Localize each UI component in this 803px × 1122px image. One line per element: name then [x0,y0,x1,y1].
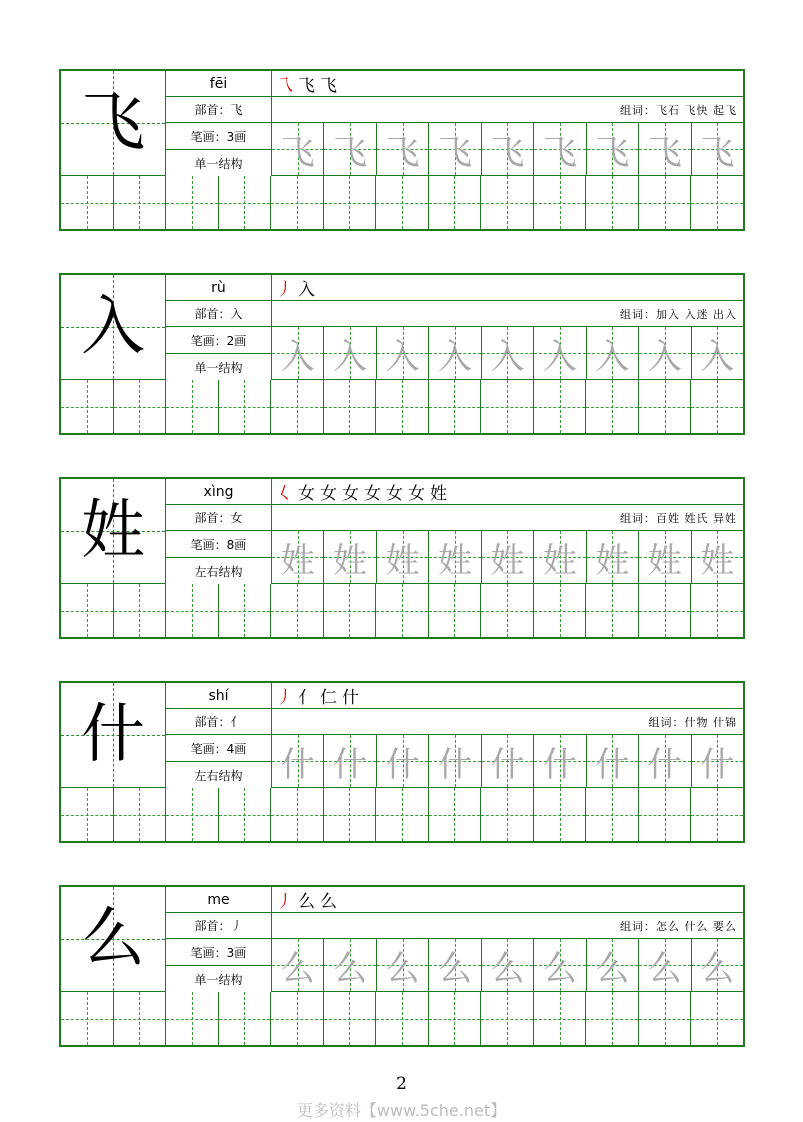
stroke-count: 笔画：4画 [166,735,272,762]
practice-row [61,788,743,841]
stroke-step: 什 [342,688,359,708]
structure: 单一结构 [166,354,272,380]
character-card [59,69,745,231]
practice-cell[interactable] [428,176,481,229]
practice-cell[interactable] [585,584,638,637]
tracing-row [272,531,743,584]
practice-cell[interactable] [165,584,218,637]
pinyin: rù [166,275,272,301]
pinyin: xìng [166,479,272,505]
tracing-character: 飞 [333,132,368,173]
stroke-step: 女 [386,484,403,504]
tracing-cell[interactable] [323,939,375,991]
practice-cell[interactable] [323,380,376,433]
practice-cell[interactable] [113,788,166,841]
model-character: 姓 [81,494,145,568]
tracing-cell[interactable] [481,327,533,379]
tracing-character: 入 [385,336,420,377]
practice-cell[interactable] [165,176,218,229]
practice-cell[interactable] [690,992,743,1045]
tracing-cell[interactable] [533,327,585,379]
tracing-cell[interactable] [586,123,638,175]
practice-cell[interactable] [480,176,533,229]
practice-row [61,584,743,637]
tracing-cell[interactable] [376,939,428,991]
model-character: 入 [81,290,145,364]
tracing-character: 什 [333,744,368,785]
practice-cell[interactable] [480,788,533,841]
practice-cell[interactable] [690,584,743,637]
tracing-cell[interactable] [272,531,323,583]
tracing-character: 入 [280,336,315,377]
structure: 左右结构 [166,762,272,788]
radical: 部首：女 [166,505,272,531]
tracing-character: 么 [542,948,577,989]
practice-cell[interactable] [375,584,428,637]
tracing-character: 什 [385,744,420,785]
tracing-cell[interactable] [376,123,428,175]
practice-row [61,992,743,1045]
practice-cell[interactable] [375,788,428,841]
practice-cell[interactable] [480,992,533,1045]
stroke-order [272,275,743,301]
tracing-cell[interactable] [533,531,585,583]
stroke-order [272,887,743,913]
structure: 左右结构 [166,558,272,584]
practice-cell[interactable] [323,788,376,841]
stroke-step: 女 [298,484,315,504]
tracing-cell[interactable] [272,735,323,787]
practice-cell[interactable] [690,380,743,433]
practice-cell[interactable] [690,788,743,841]
stroke-step: 𡿨 [276,484,293,504]
stroke-step: 飞 [320,76,337,96]
practice-cell[interactable] [428,584,481,637]
tracing-character: 什 [438,744,473,785]
tracing-row [272,939,743,992]
model-character-box [61,479,166,584]
stroke-step: 丿 [276,688,293,708]
tracing-character: 姓 [647,540,682,581]
tracing-character: 姓 [333,540,368,581]
practice-cell[interactable] [533,788,586,841]
tracing-character: 么 [280,948,315,989]
tracing-cell[interactable] [376,327,428,379]
practice-cell[interactable] [113,380,166,433]
tracing-cell[interactable] [323,327,375,379]
tracing-character: 入 [438,336,473,377]
practice-cell[interactable] [533,380,586,433]
practice-cell[interactable] [585,380,638,433]
tracing-cell[interactable] [533,939,585,991]
model-character-box [61,71,166,176]
practice-cell[interactable] [218,992,271,1045]
tracing-cell[interactable] [533,735,585,787]
model-character-box [61,683,166,788]
practice-cell[interactable] [323,176,376,229]
model-character-box [61,887,166,992]
practice-cell[interactable] [165,992,218,1045]
tracing-cell[interactable] [428,327,480,379]
practice-cell[interactable] [270,176,323,229]
tracing-character: 什 [595,744,630,785]
stroke-count: 笔画：3画 [166,123,272,150]
practice-cell[interactable] [638,380,691,433]
tracing-cell[interactable] [481,939,533,991]
practice-cell[interactable] [61,380,113,433]
tracing-character: 么 [700,948,735,989]
tracing-character: 姓 [280,540,315,581]
practice-cell[interactable] [218,380,271,433]
tracing-row [272,735,743,788]
practice-cell[interactable] [113,176,166,229]
tracing-cell[interactable] [586,327,638,379]
practice-row [61,380,743,433]
practice-cell[interactable] [323,584,376,637]
radical: 部首：入 [166,301,272,327]
tracing-character: 姓 [490,540,525,581]
practice-cell[interactable] [480,584,533,637]
stroke-step: 亻 [298,688,315,708]
tracing-character: 什 [490,744,525,785]
character-card [59,477,745,639]
tracing-character: 么 [333,948,368,989]
tracing-character: 什 [700,744,735,785]
practice-cell[interactable] [165,788,218,841]
stroke-step: 乁 [276,76,293,96]
tracing-cell[interactable] [272,327,323,379]
word-examples: 组词：百姓 姓氏 异姓 [272,505,743,531]
practice-cell[interactable] [585,788,638,841]
practice-cell[interactable] [218,584,271,637]
stroke-count: 笔画：8画 [166,531,272,558]
structure: 单一结构 [166,966,272,992]
model-character: 飞 [81,86,145,160]
tracing-character: 飞 [647,132,682,173]
practice-row [61,176,743,229]
tracing-character: 姓 [700,540,735,581]
stroke-step: 女 [320,484,337,504]
tracing-cell[interactable] [428,531,480,583]
practice-cell[interactable] [428,992,481,1045]
tracing-character: 飞 [280,132,315,173]
stroke-order [272,683,743,709]
tracing-character: 什 [647,744,682,785]
stroke-step: 仁 [320,688,337,708]
tracing-cell[interactable] [638,123,690,175]
stroke-order [272,479,743,505]
practice-cell[interactable] [533,992,586,1045]
character-card [59,273,745,435]
tracing-character: 姓 [595,540,630,581]
practice-cell[interactable] [638,788,691,841]
stroke-step: 么 [298,892,315,912]
practice-cell[interactable] [480,380,533,433]
tracing-character: 入 [647,336,682,377]
stroke-step: 丿 [276,280,293,300]
practice-cell[interactable] [428,380,481,433]
tracing-cell[interactable] [691,123,743,175]
stroke-step: 么 [320,892,337,912]
tracing-character: 飞 [385,132,420,173]
practice-cell[interactable] [270,992,323,1045]
tracing-character: 飞 [542,132,577,173]
tracing-cell[interactable] [533,123,585,175]
tracing-cell[interactable] [691,531,743,583]
practice-cell[interactable] [375,992,428,1045]
tracing-character: 么 [438,948,473,989]
practice-cell[interactable] [638,584,691,637]
stroke-step: 入 [298,280,315,300]
radical: 部首：飞 [166,97,272,123]
tracing-cell[interactable] [481,123,533,175]
footer-watermark: 更多资料【www.5che.net】 [296,1101,507,1120]
page-number: 2 [396,1074,407,1094]
tracing-cell[interactable] [428,735,480,787]
practice-cell[interactable] [323,992,376,1045]
practice-cell[interactable] [61,992,113,1045]
tracing-character: 入 [595,336,630,377]
tracing-character: 姓 [438,540,473,581]
tracing-cell[interactable] [323,531,375,583]
stroke-count: 笔画：3画 [166,939,272,966]
practice-cell[interactable] [270,584,323,637]
stroke-step: 女 [364,484,381,504]
word-examples: 组词：飞石 飞快 起飞 [272,97,743,123]
tracing-character: 么 [647,948,682,989]
word-examples: 组词：什物 什锦 [272,709,743,735]
tracing-cell[interactable] [638,531,690,583]
tracing-cell[interactable] [481,531,533,583]
tracing-character: 入 [333,336,368,377]
practice-cell[interactable] [375,176,428,229]
tracing-cell[interactable] [376,531,428,583]
tracing-cell[interactable] [272,939,323,991]
practice-cell[interactable] [61,584,113,637]
tracing-cell[interactable] [428,123,480,175]
tracing-cell[interactable] [428,939,480,991]
pinyin: fēi [166,71,272,97]
tracing-cell[interactable] [638,939,690,991]
tracing-cell[interactable] [376,735,428,787]
practice-cell[interactable] [270,380,323,433]
tracing-character: 飞 [595,132,630,173]
tracing-cell[interactable] [586,531,638,583]
tracing-character: 么 [490,948,525,989]
stroke-count: 笔画：2画 [166,327,272,354]
tracing-row [272,327,743,380]
tracing-character: 姓 [542,540,577,581]
tracing-cell[interactable] [481,735,533,787]
practice-cell[interactable] [218,176,271,229]
stroke-step: 姓 [430,484,447,504]
practice-cell[interactable] [218,788,271,841]
character-card [59,885,745,1047]
practice-cell[interactable] [638,992,691,1045]
practice-cell[interactable] [585,176,638,229]
structure: 单一结构 [166,150,272,176]
tracing-cell[interactable] [272,123,323,175]
tracing-cell[interactable] [638,735,690,787]
pinyin: shí [166,683,272,709]
practice-cell[interactable] [61,176,113,229]
practice-cell[interactable] [585,992,638,1045]
character-card [59,681,745,843]
practice-cell[interactable] [428,788,481,841]
stroke-step: 女 [342,484,359,504]
tracing-character: 入 [542,336,577,377]
practice-cell[interactable] [113,992,166,1045]
word-examples: 组词：加入 入迷 出入 [272,301,743,327]
stroke-step: 飞 [298,76,315,96]
practice-cell[interactable] [533,176,586,229]
tracing-cell[interactable] [638,327,690,379]
model-character: 么 [81,902,145,976]
pinyin: me [166,887,272,913]
tracing-character: 入 [700,336,735,377]
practice-cell[interactable] [113,584,166,637]
tracing-character: 么 [595,948,630,989]
practice-cell[interactable] [165,380,218,433]
practice-cell[interactable] [61,788,113,841]
tracing-cell[interactable] [691,735,743,787]
tracing-cell[interactable] [323,123,375,175]
radical: 部首：丿 [166,913,272,939]
practice-cell[interactable] [270,788,323,841]
tracing-character: 飞 [490,132,525,173]
model-character-box [61,275,166,380]
tracing-cell[interactable] [691,327,743,379]
practice-cell[interactable] [375,380,428,433]
tracing-character: 飞 [700,132,735,173]
model-character: 什 [81,698,145,772]
radical: 部首：亻 [166,709,272,735]
practice-cell[interactable] [533,584,586,637]
tracing-cell[interactable] [691,939,743,991]
practice-cell[interactable] [690,176,743,229]
tracing-character: 飞 [438,132,473,173]
tracing-character: 什 [280,744,315,785]
tracing-cell[interactable] [323,735,375,787]
tracing-cell[interactable] [586,939,638,991]
word-examples: 组词：怎么 什么 要么 [272,913,743,939]
tracing-character: 入 [490,336,525,377]
tracing-cell[interactable] [586,735,638,787]
stroke-order [272,71,743,97]
stroke-step: 丿 [276,892,293,912]
stroke-step: 女 [408,484,425,504]
tracing-character: 姓 [385,540,420,581]
practice-cell[interactable] [638,176,691,229]
tracing-row [272,123,743,176]
tracing-character: 什 [542,744,577,785]
tracing-character: 么 [385,948,420,989]
